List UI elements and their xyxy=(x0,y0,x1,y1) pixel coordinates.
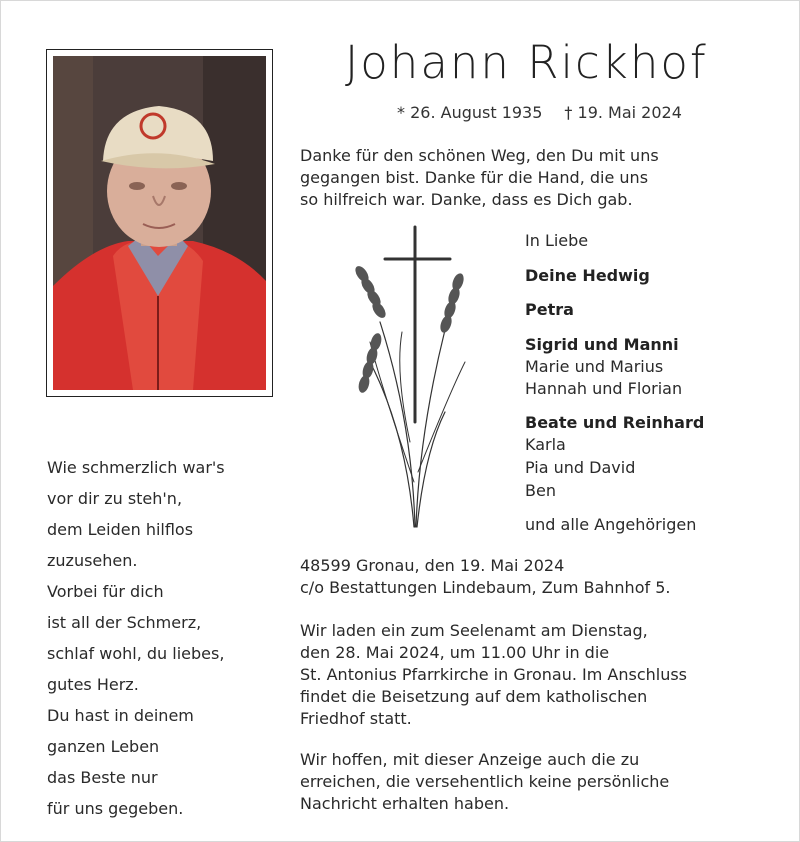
family-member: Ben xyxy=(525,481,556,500)
closing-line: Wir hoffen, mit dieser Anzeige auch die zu xyxy=(300,750,640,769)
closing-note xyxy=(300,749,669,815)
poem-line: Du hast in deinem xyxy=(47,706,194,725)
invitation-line: St. Antonius Pfarrkirche in Gronau. Im Anschluss xyxy=(300,665,688,684)
poem-line: dem Leiden hilflos xyxy=(47,520,194,539)
invitation-line: Wir laden ein zum Seelenamt am Dienstag, xyxy=(300,621,648,640)
deceased-name: Johann Rickhof xyxy=(345,36,708,89)
poem-line: ist all der Schmerz, xyxy=(47,613,202,632)
death-date: † 19. Mai 2024 xyxy=(564,103,682,122)
thanks-line: so hilfreich war. Danke, dass es Dich gab. xyxy=(300,190,633,209)
poem-line: ganzen Leben xyxy=(47,737,160,756)
poem xyxy=(47,452,225,824)
place-date: 48599 Gronau, den 19. Mai 2024 xyxy=(300,556,565,575)
family-intro: In Liebe xyxy=(525,231,589,250)
closing-line: erreichen, die versehentlich keine persönliche xyxy=(300,772,670,791)
contact-address: c/o Bestattungen Lindebaum, Zum Bahnhof 5. xyxy=(300,578,671,597)
family-member-primary: Sigrid und Manni xyxy=(525,335,679,354)
funeral-invitation xyxy=(300,620,687,730)
poem-line: für uns gegeben. xyxy=(47,799,184,818)
invitation-line: Friedhof statt. xyxy=(300,709,412,728)
poem-line: das Beste nur xyxy=(47,768,158,787)
portrait-frame xyxy=(46,49,273,397)
birth-date: * 26. August 1935 xyxy=(397,103,543,122)
family-member-primary: Beate und Reinhard xyxy=(525,413,705,432)
thanks-text xyxy=(300,145,659,211)
invitation-line: findet die Beisetzung auf dem katholischen xyxy=(300,687,648,706)
family-member: Hannah und Florian xyxy=(525,379,683,398)
thanks-line: Danke für den schönen Weg, den Du mit uns xyxy=(300,146,659,165)
poem-line: gutes Herz. xyxy=(47,675,139,694)
poem-line: Vorbei für dich xyxy=(47,582,164,601)
invitation-line: den 28. Mai 2024, um 11.00 Uhr in die xyxy=(300,643,610,662)
poem-line: vor dir zu steh'n, xyxy=(47,489,183,508)
family-member: Pia und David xyxy=(525,458,636,477)
poem-line: Wie schmerzlich war's xyxy=(47,458,225,477)
place-and-address xyxy=(300,555,670,599)
family-member-primary: Deine Hedwig xyxy=(525,266,650,285)
closing-line: Nachricht erhalten haben. xyxy=(300,794,510,813)
poem-line: zuzusehen. xyxy=(47,551,138,570)
family-member: Karla xyxy=(525,435,566,454)
cross-wheat-illustration xyxy=(340,222,480,534)
thanks-line: gegangen bist. Danke für die Hand, die uns xyxy=(300,168,649,187)
family-member: Marie und Marius xyxy=(525,357,664,376)
family-member-primary: Petra xyxy=(525,300,574,319)
portrait-photo xyxy=(53,56,266,390)
family-closing: und alle Angehörigen xyxy=(525,515,697,534)
life-dates xyxy=(397,103,682,122)
poem-line: schlaf wohl, du liebes, xyxy=(47,644,225,663)
